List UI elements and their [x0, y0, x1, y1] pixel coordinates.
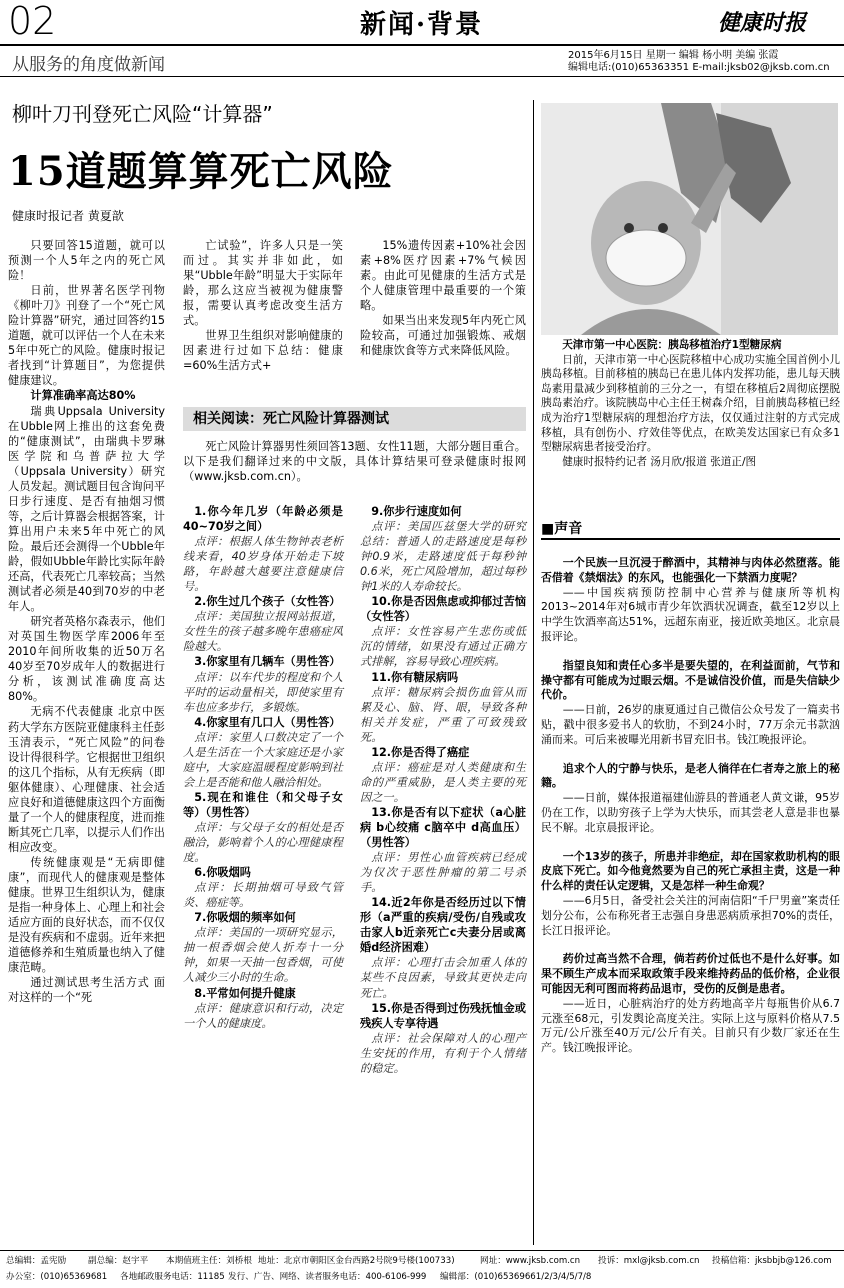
quiz-question: 6.你吸烟吗 — [194, 866, 251, 880]
caption-text: 日前，天津市第一中心医院移植中心成功实施全国首例小儿胰岛移植。目前移植的胰岛已在患儿体内发挥功能，患儿每天胰岛素用量减少到移植前的三分之一，有望在移植后2周彻底摆脱胰岛素治疗。该院胰岛中心主任王树森介绍，目前胰岛移植已经成为治疗1型糖尿病的理想治疗方法，仅仅通过注射的方式完成移植，具有创伤小、疗效佳等优点，在欧美发达国家已有众多1型糖尿病患者接受治疗。 — [541, 353, 840, 454]
paragraph: 只要回答15道题，就可以预测一个人5年之内的死亡风险！ — [8, 239, 165, 283]
voice-quote: 一个13岁的孩子，所患并非绝症，却在国家救助机构的眼皮底下死亡。如今他竟然要为自己的死亡承担主责，这是一种什么样的责任认定逻辑，又是怎样一种生命观？ — [541, 849, 840, 893]
quiz-comment: 点评：健康意识和行动，决定一个人的健康度。 — [183, 1001, 343, 1030]
quiz-question: 13.你是否有以下症状（a心脏病 b心绞痛 c脑卒中 d高血压）（男性答） — [360, 805, 526, 850]
paragraph: 世界卫生组织对影响健康的因素进行过如下总结：健康=60%生活方式+ — [183, 329, 343, 373]
related-reading-header: 相关阅读：死亡风险计算器测试 — [183, 407, 526, 431]
voice-rule — [541, 538, 840, 540]
voice-section-header: ■声音 — [541, 521, 583, 537]
voice-item — [541, 556, 840, 645]
voice-source: ——6月5日，备受社会关注的河南信阳“千尸男童”案责任划分公布，公布称死者王志强自身患恶病质承担70%的责任，长江日报评论。 — [541, 893, 840, 937]
quiz-comment: 点评：女性容易产生悲伤或低沉的情绪，如果没有通过正确方式排解，容易导致心理疾病。 — [360, 625, 526, 669]
quiz-question: 9.你步行速度如何 — [371, 505, 462, 518]
quiz-comment: 点评：家里人口数决定了一个人是生活在一个大家庭还是小家庭中，大家庭温暖程度影响到社会上是否能和他人融洽相处。 — [183, 730, 343, 789]
paragraph: 瑞典Uppsala University在Ubble网上推出的这套免费的“健康测试”，由瑞典卡罗琳医学院和乌普萨拉大学（Uppsala University）研究人员发起。测试题目包含询问平日步行速度、是否有抽烟习惯等，之后计算器会根据答案，计算出用户未来5年中死亡的风险。最后还会测得一个Ubble年龄，假如Ubble年龄比实际年龄还高，代表死亡几率较高；当然测试者必须是40到70岁的中老年人。 — [8, 404, 165, 614]
quiz-comment: 点评：男性心血管疾病已经成为仅次于恶性肿瘤的第二号杀手。 — [360, 851, 526, 895]
voice-quote: 药价过高当然不合理，倘若药价过低也不是什么好事。如果不顾生产成本而采取政策手段来维持药品的低价格，企业很可能因无利可图而将药品退市，受伤的反倒是患者。 — [541, 952, 840, 995]
article-column-2 — [183, 238, 343, 373]
footer-item: 网址：www.jksb.com.cn — [480, 1256, 581, 1266]
quiz-question: 10.你是否因焦虑或抑郁过苦恼（女性答） — [360, 595, 526, 624]
paragraph: 日前，世界著名医学刊物《柳叶刀》刊登了一个“死亡风险计算器”研究，通过回答约15道题，就可以评估一个人在未来5年中死亡的风险。健康时报记者找到“计算题目”，为您提供健康建议。 — [8, 284, 165, 388]
footer-item: 本期值班主任：刘桥根 — [166, 1256, 252, 1266]
quiz-comment: 点评：美国的一项研究显示，抽一根香烟会使人折寿十一分钟，如果一天抽一包香烟，可使人减少三小时的生命。 — [183, 926, 343, 985]
footer-item: 办公室：(010)65369681 — [6, 1272, 108, 1282]
quiz-comment: 点评：癌症是对人类健康和生命的严重威胁，是人类主要的死因之一。 — [360, 760, 526, 804]
paragraph: 亡试验”，许多人只是一笑而过。其实并非如此，如果“Ubble年龄”明显大于实际年龄，那么这应当被视为健康警报，需要认真考虑改变生活方式。 — [183, 239, 343, 328]
footer-rule — [0, 1250, 844, 1251]
paragraph: 如果当出来发现5年内死亡风险较高，可通过加强锻炼、戒烟和健康饮食等方式来降低风险。 — [360, 314, 526, 358]
article-kicker: 柳叶刀刊登死亡风险“计算器” — [12, 102, 273, 126]
quiz-question: 2.你生过几个孩子（女性答） — [194, 595, 341, 609]
quiz-comment: 点评：社会保障对人的心理产生安抚的作用，有利于个人情绪的稳定。 — [360, 1031, 526, 1075]
caption-credit: 健康时报特约记者 汤月欣/报道 张道正/图 — [562, 455, 757, 468]
quiz-comment: 点评：长期抽烟可导致气管炎、癌症等。 — [183, 881, 343, 910]
masthead-rule — [0, 44, 844, 46]
quiz-question: 7.你吸烟的频率如何 — [194, 911, 296, 925]
paragraph: 无病不代表健康 北京中医药大学东方医院亚健康科主任彭玉清表示，“死亡风险”的问卷设计得很科学。它根据世卫组织的这几个指标，从有无疾病（即躯体健康）、心理健康、社会适应良好和道德健康这四个方面衡量了一个人的健康程度，进而推断其死亡几率，以提示人们作出相应改变。 — [8, 705, 165, 854]
quiz-question: 8.平常如何提升健康 — [194, 986, 296, 1000]
voice-source: ——日前，媒体报道福建仙游县的普通老人黄文谦，95岁仍在工作，以助穷孩子上学为大快乐，而其尝老人意是非也暴民不解。北京晨报评论。 — [541, 791, 840, 834]
news-photo — [541, 103, 838, 335]
voice-item — [541, 762, 840, 836]
quiz-question: 11.你有糖尿病吗 — [371, 670, 459, 684]
quiz-comment: 点评：美国独立报网站报道，女性生的孩子越多晚年患癌症风险越大。 — [183, 610, 343, 654]
footer-item: 发行、广告、网络、读者服务电话：400-6106-999 — [228, 1272, 427, 1282]
quiz-question: 14.近2年你是否经历过以下情形（a严重的疾病/受伤/自残或攻击家人b近亲死亡c夫妻分居或离婚d经济困难） — [360, 896, 526, 955]
voice-source: ——近日，心脏病治疗的处方药地高辛片每瓶售价从6.7元涨至68元，引发舆论高度关注。实际上这与原料价格从7.5万元/公斤涨至40万元/公斤有关。目前只有少数厂家还在生产。钱江晚报评论。 — [541, 996, 840, 1055]
caption-title: 天津市第一中心医院：胰岛移植治疗1型糖尿病 — [562, 339, 782, 351]
section-title: 新闻·背景 — [360, 10, 484, 40]
contact-line: 编辑电话:(010)65363351 E-mail:jksb02@jksb.com.cn — [568, 62, 830, 73]
voice-source: ——中国疾病预防控制中心营养与健康所等机构2013~2014年对6城市青少年饮酒状况调查，截至12岁以上中学生饮酒率高达51%，远超东南亚，接近欧美地区。北京晨报评论。 — [541, 585, 840, 643]
footer-item: 编辑部：(010)65369661/2/3/4/5/7/8 — [440, 1272, 592, 1282]
quiz-comment: 点评：心理打击会加重人体的某些不良因素，导致其更快走向死亡。 — [360, 956, 526, 1000]
slogan: 从服务的角度做新闻 — [12, 55, 165, 75]
voice-quote: 指望良知和责任心多半是要失望的，在利益面前，气节和操守都有可能成为过眼云烟。不是诚信没价值，而是失信缺少代价。 — [541, 658, 840, 702]
paragraph: 传统健康观是“无病即健康”，而现代人的健康观是整体健康。世界卫生组织认为，健康是指一种身体上、心理上和社会适应方面的良好状态，而不仅仅是没有疾病和不虚弱。近年来把道德修养和生殖质量也纳入了健康范畴。 — [8, 855, 165, 975]
quiz-question: 3.你家里有几辆车（男性答） — [194, 655, 341, 669]
footer-item: 地址：北京市朝阳区金台西路2号院9号楼(100733) — [258, 1256, 455, 1266]
masthead-bottom-rule — [0, 76, 844, 77]
footer-item: 投稿信箱：jksbbjb@126.com — [712, 1256, 832, 1266]
quiz-comment: 点评：美国匹兹堡大学的研究总结：普通人的走路速度是每秒钟0.9米，走路速度低于每秒钟0.6米，死亡风险增加，超过每秒钟1米的人寿命较长。 — [360, 520, 526, 594]
voice-list — [541, 556, 840, 1070]
photo-caption — [541, 338, 840, 469]
footer-item: 总编辑：孟宪励 — [6, 1256, 67, 1266]
quiz-comment: 点评：糖尿病会损伤血管从而累及心、脑、肾、眼，导致各种相关并发症，严重了可致残致死。 — [360, 685, 526, 744]
article-byline: 健康时报记者 黄夏歆 — [12, 209, 124, 223]
article-headline: 15道题算算死亡风险 — [8, 148, 394, 195]
quiz-question: 15.你是否得到过伤残抚恤金或残疾人专享待遇 — [360, 1001, 526, 1030]
paper-logo: 健康时报 — [718, 10, 807, 36]
quiz-comment: 点评：与父母子女的相处是否融洽，影响着个人的心理健康程度。 — [183, 820, 343, 865]
footer-item: 各地邮政服务电话：11185 — [120, 1272, 225, 1282]
footer-item: 副总编：赵宇平 — [88, 1256, 149, 1266]
voice-source: ——日前，26岁的康夏通过自己微信公众号发了一篇卖书贴，戳中很多爱书人的软肋，不到24小时，77万余元书款汹涌而来。可后来被曝光用新书冒充旧书。钱江晚报评论。 — [541, 703, 840, 746]
voice-quote: 追求个人的宁静与快乐，是老人徜徉在仁者寿之旅上的秘籍。 — [541, 761, 840, 790]
article-column-3 — [360, 238, 526, 358]
quiz-comment: 点评：以车代步的程度和个人平时的运动量相关，即使家里有车也应多步行，多锻炼。 — [183, 670, 343, 714]
related-intro: 死亡风险计算器男性须回答13题、女性11题，大部分题目重合。以下是我们翻译过来的中文版，具体计算结果可登录健康时报网（www.jksb.com.cn）。 — [183, 440, 526, 484]
page-number: 02 — [8, 0, 57, 43]
quiz-column-left — [183, 504, 343, 1031]
child-with-mask-photo — [541, 103, 838, 335]
quiz-question: 12.你是否得了癌症 — [371, 745, 470, 759]
paragraph: 研究者英格尔森表示，他们对英国生物医学库2006年至2010年间所收集的近50万名40岁至70岁成年人的数据进行分析，该测试准确度高达80%。 — [8, 615, 165, 704]
quiz-column-right — [360, 504, 526, 1076]
article-column-1 — [8, 238, 165, 1005]
paragraph: 通过测试思考生活方式 面对这样的一个“死 — [8, 976, 165, 1005]
date-line: 2015年6月15日 星期一 编辑 杨小明 美编 张霞 — [568, 50, 779, 61]
footer-item: 投诉：mxl@jksb.com.cn — [598, 1256, 700, 1266]
column-divider — [533, 100, 534, 1245]
voice-item — [541, 659, 840, 748]
quiz-comment: 点评：根据人体生物钟表老析线来看，40岁身体开始走下坡路，年龄越大越要注意健康信号。 — [183, 535, 343, 594]
subheading: 计算准确率高达80% — [30, 389, 136, 403]
quiz-question: 1.你今年几岁（年龄必须是40~70岁之间） — [183, 505, 343, 534]
quiz-question: 4.你家里有几口人（男性答） — [194, 715, 341, 729]
voice-item — [541, 850, 840, 939]
paragraph: 15%遗传因素+10%社会因素+8%医疗因素+7%气候因素。由此可见健康的生活方式是个人健康管理中最重要的一个策略。 — [360, 239, 526, 313]
quiz-question: 5.现在和谁住（和父母子女等）（男性答） — [183, 790, 343, 819]
voice-item — [541, 952, 840, 1056]
voice-quote: 一个民族一旦沉浸于醉酒中，其精神与肉体必然堕落。能否借着《禁烟法》的东风，也能强化一下禁酒力度呢？ — [541, 556, 840, 584]
